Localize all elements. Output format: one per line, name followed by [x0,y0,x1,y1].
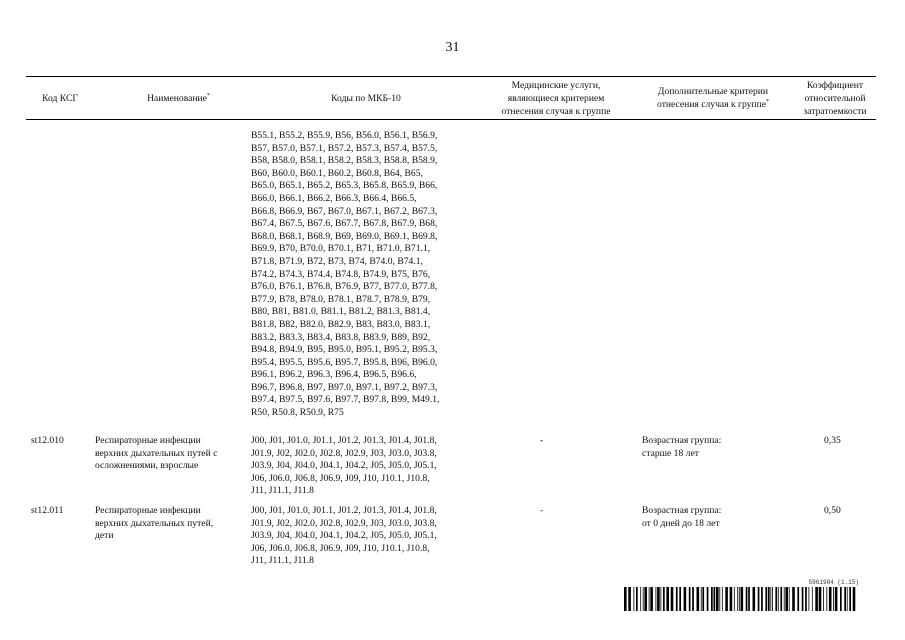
code-line: J06, J06.0, J06.8, J06.9, J09, J10, J10.1, J10.8, [251,472,430,484]
row-st12-011-name [95,505,245,543]
header-additional-criteria-text [657,85,769,111]
code-line: J11, J11.1, J11.8 [251,485,314,497]
code-line: B67.4, B67.5, B67.6, B67.7, B67.8, B67.9, B68, [251,218,438,230]
code-line: B71.8, B71.9, B72, B73, B74, B74.0, B74.1, [251,255,423,267]
code-line: B58, B58.0, B58.1, B58.2, B58.3, B58.8, B58.9, [251,155,438,167]
code-line: B97.4, B97.5, B97.6, B97.7, B97.8, B99, M49.1, [251,394,440,406]
code-line: B68.0, B68.1, B68.9, B69, B69.0, B69.1, B69.8, [251,230,438,242]
code-line: B57, B57.0, B57.1, B57.2, B57.3, B57.4, B57.5, [251,142,438,154]
header-coefficient-text [803,79,866,118]
code-line: B83.2, B83.3, B83.4, B83.8, B83.9, B89, B92, [251,331,431,343]
row-st12-010-codes [251,435,466,498]
row-st12-010-medical-services: - [540,435,544,446]
name-line: верхних дыхательных путей, [95,517,214,529]
code-line: J06, J06.0, J06.8, J06.9, J09, J10, J10.1, J10.8, [251,542,430,554]
code-line: B76.0, B76.1, B76.8, B76.9, B77, B77.0, B77.8, [251,281,438,293]
header-med-line: отнесения случая к группе [501,105,611,117]
row-st12-011-additional-criteria [642,505,752,530]
row-st12-010-kod: st12.010 [31,435,64,446]
code-line: B77.9, B78, B78.0, B78.1, B78.7, B78.9, B79, [251,293,431,305]
header-naimenovanie [96,77,261,119]
criteria-line: Возрастная группа: [642,505,722,516]
code-line: J03.9, J04, J04.0, J04.1, J04.2, J05, J05.0, J05.1, [251,530,437,542]
header-dop-line: отнесения случая к группе [657,99,766,110]
header-naimenovanie-label: Наименование [147,92,207,104]
row-st12-011-kod: st12.011 [31,505,64,516]
criteria-line: от 0 дней до 18 лет [642,517,720,529]
header-naimenovanie-mark: * [206,92,210,99]
name-line: дети [95,530,114,542]
header-dop-line-2 [657,98,769,111]
code-line: B96.7, B96.8, B97, B97.0, B97.1, B97.2, B97.3, [251,381,438,393]
criteria-line: старше 18 лет [642,447,699,459]
code-line: B95.4, B95.5, B95.6, B95.7, B95.8, B96, B96.0, [251,356,438,368]
row-st12-010-coefficient: 0,35 [824,435,841,446]
header-kod-ksg [26,77,94,119]
header-coef-line: относительной [804,92,866,104]
code-line: J01.9, J02, J02.0, J02.8, J02.9, J03, J03.0, J03.8, [251,447,437,459]
row-st12-011-codes [251,505,466,568]
code-line: B69.9, B70, B70.0, B70.1, B71, B71.0, B71.1, [251,243,431,255]
code-line: J01.9, J02, J02.0, J02.8, J02.9, J03, J03.0, J03.8, [251,517,437,529]
header-med-line: являющиеся критерием [507,92,605,104]
header-coefficient [790,77,880,119]
code-line: B55.1, B55.2, B55.9, B56, B56.0, B56.1, B56.9, [251,130,438,141]
header-additional-criteria [638,77,788,119]
header-coef-line: затратоемкости [803,105,867,117]
code-line: J11, J11.1, J11.8 [251,555,314,567]
name-line: осложнениями, взрослые [95,460,199,472]
header-naimenovanie-text [147,92,210,105]
header-med-line: Медицинские услуги, [511,79,601,91]
row-st12-011-coefficient: 0,50 [824,505,841,516]
row-st12-011-medical-services: - [540,505,544,516]
header-coef-line: Коэффициент [806,79,864,91]
header-mkb-codes [256,77,476,119]
criteria-line: Возрастная группа: [642,435,722,446]
code-line: B81.8, B82, B82.0, B82.9, B83, B83.0, B83.1, [251,318,431,330]
table-header [26,76,876,120]
row-st12-010-additional-criteria [642,435,752,460]
header-kod-ksg-text: Код КСГ [42,92,78,104]
name-line: верхних дыхательных путей с [95,447,218,459]
header-medical-services [481,77,631,119]
barcode-label: 5961984 (1.15) [808,579,859,586]
code-line: B96.1, B96.2, B96.3, B96.4, B96.5, B96.6, [251,369,417,381]
name-line: Респираторные инфекции [95,435,201,446]
code-line: B80, B81, B81.0, B81.1, B81.2, B81.3, B81.4, [251,306,431,318]
barcode-image [624,587,856,611]
code-line: B66.8, B66.9, B67, B67.0, B67.1, B67.2, B67.3, [251,205,438,217]
name-line: Респираторные инфекции [95,505,201,516]
header-dop-mark: * [765,99,769,105]
code-line: B60, B60.0, B60.1, B60.2, B60.8, B64, B65, [251,167,423,179]
code-line: R50, R50.8, R50.9, R75 [251,407,344,419]
code-line: B74.2, B74.3, B74.4, B74.8, B74.9, B75, B76, [251,268,431,280]
row-st12-010-name [95,435,245,473]
code-line: B65.0, B65.1, B65.2, B65.3, B65.8, B65.9, B66, [251,180,438,192]
continuation-codes-cell [251,130,466,420]
code-line: B66.0, B66.1, B66.2, B66.3, B66.4, B66.5, [251,192,417,204]
header-mkb-codes-text: Коды по МКБ-10 [331,92,401,104]
header-medical-services-text [502,79,611,118]
page-number: 31 [445,40,460,55]
code-line: J00, J01, J01.0, J01.1, J01.2, J01.3, J01.4, J01.8, [251,435,437,446]
header-dop-line: Дополнительные критерии [657,86,769,97]
code-line: J03.9, J04, J04.0, J04.1, J04.2, J05, J05.0, J05.1, [251,460,437,472]
code-line: B94.8, B94.9, B95, B95.0, B95.1, B95.2, B95.3, [251,344,438,356]
code-line: J00, J01, J01.0, J01.1, J01.2, J01.3, J01.4, J01.8, [251,505,437,516]
